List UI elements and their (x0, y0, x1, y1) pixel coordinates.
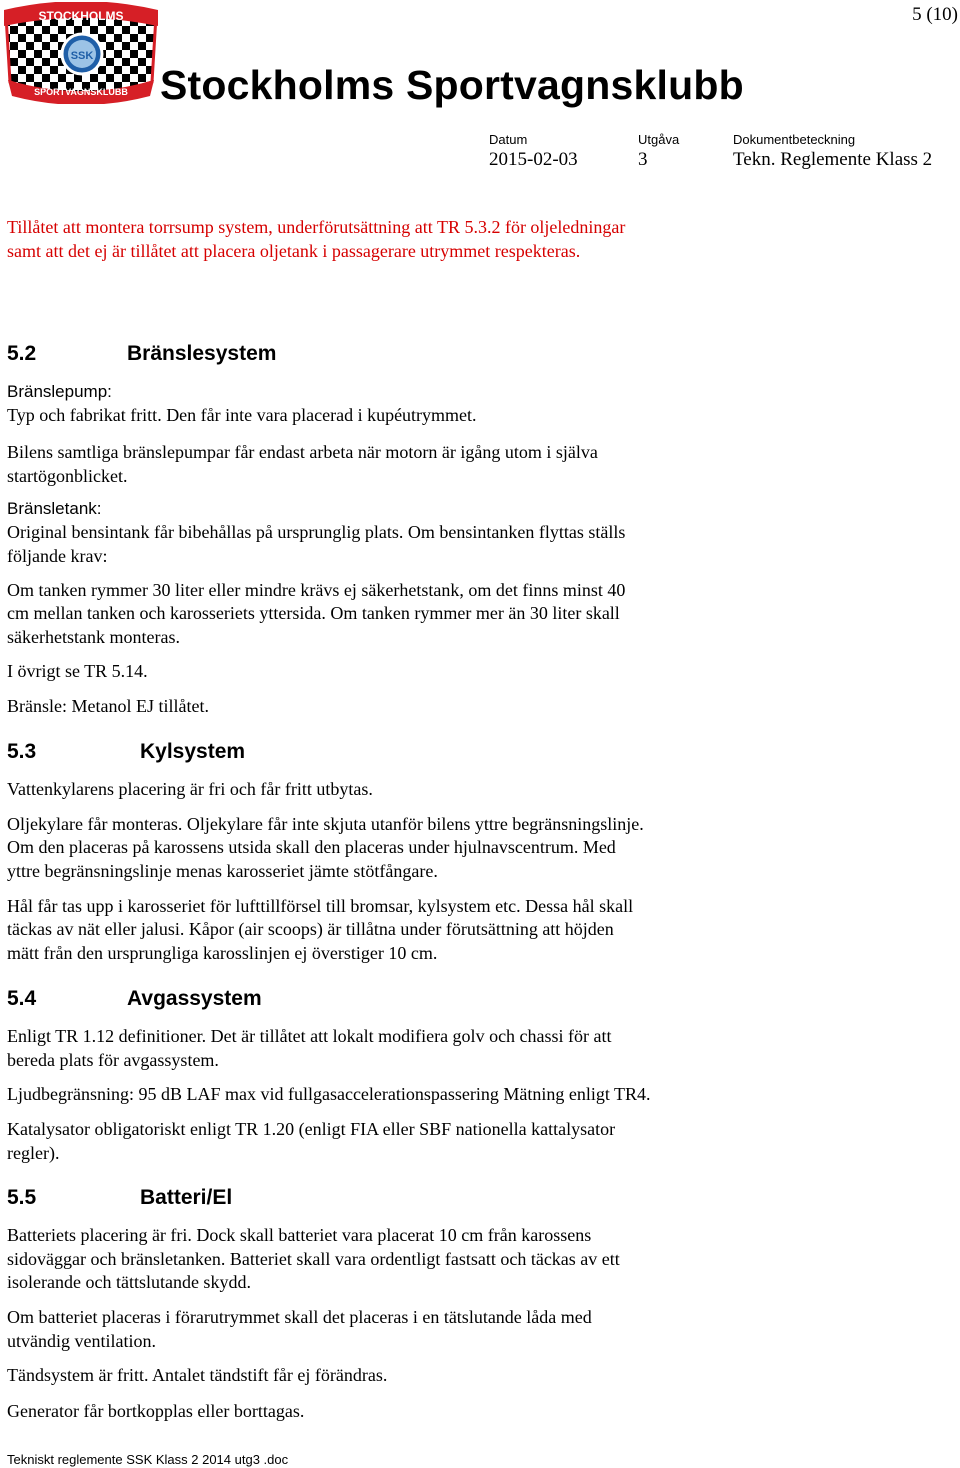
paragraph-line: Bränsle: Metanol EJ tillåtet. (7, 696, 209, 716)
page-number: 5 (10) (912, 4, 958, 25)
paragraph-line: Tändsystem är fritt. Antalet tändstift får ej förändras. (7, 1365, 388, 1385)
paragraph-line: mätt från den ursprungliga karosslinjen ej överstiger 10 cm. (7, 943, 438, 963)
club-logo (2, 2, 160, 104)
svg-text:STOCKHOLMS: STOCKHOLMS (38, 9, 124, 23)
section-title: Kylsystem (140, 740, 246, 763)
footer-filename: Tekniskt reglemente SSK Klass 2 2014 utg3 .doc (7, 1452, 289, 1467)
paragraph-line: Ljudbegränsning: 95 dB LAF max vid fullgasaccelerationspassering Mätning enligt TR4. (7, 1084, 651, 1104)
section-number: 5.2 (7, 342, 37, 365)
paragraph-line: Bilens samtliga bränslepumpar får endast arbeta när motorn är igång utom i själva (7, 442, 598, 462)
paragraph-line: I övrigt se TR 5.14. (7, 661, 148, 681)
edition-label: Utgåva (638, 132, 680, 147)
section-number: 5.5 (7, 1186, 37, 1209)
paragraph-line: Om tanken rymmer 30 liter eller mindre krävs ej säkerhetstank, om det finns minst 40 (7, 580, 626, 600)
section-title: Avgassystem (127, 987, 262, 1010)
section-heading-5-4 (7, 987, 262, 1011)
paragraph-line: regler). (7, 1143, 60, 1163)
svg-text:SSK: SSK (70, 50, 94, 62)
paragraph-line: utvändig ventilation. (7, 1331, 156, 1351)
svg-text:SPORTVAGNSKLUBB: SPORTVAGNSKLUBB (34, 87, 128, 97)
section-title: Bränslesystem (127, 342, 277, 365)
section-heading-5-3 (7, 740, 245, 764)
document-id-value: Tekn. Reglemente Klass 2 (733, 149, 933, 170)
paragraph-line: Typ och fabrikat fritt. Den får inte vara placerad i kupéutrymmet. (7, 405, 477, 425)
date-value: 2015-02-03 (489, 149, 578, 170)
section-number: 5.3 (7, 740, 37, 763)
section-title: Batteri/El (140, 1186, 233, 1209)
paragraph-line: Katalysator obligatoriskt enligt TR 1.20 (enligt FIA eller SBF nationella kattalysator (7, 1119, 616, 1139)
club-logo-graphic (2, 2, 160, 104)
section-number: 5.4 (7, 987, 37, 1010)
page-title: Stockholms Sportvagnsklubb (160, 62, 744, 108)
paragraph-line: följande krav: (7, 546, 108, 566)
document-id-label: Dokumentbeteckning (733, 132, 856, 147)
date-label: Datum (489, 132, 528, 147)
paragraph-line: Batteriets placering är fri. Dock skall batteriet vara placerat 10 cm från karossens (7, 1225, 592, 1245)
intro-line: samt att det ej är tillåtet att placera oljetank i passagerare utrymmet respekteras. (7, 241, 581, 261)
paragraph-line: Om batteriet placeras i förarutrymmet skall det placeras i en tätslutande låda med (7, 1307, 592, 1327)
section-heading-5-2 (7, 342, 276, 366)
paragraph-line: bereda plats för avgassystem. (7, 1050, 219, 1070)
fuel-pump-label: Bränslepump: (7, 382, 112, 401)
paragraph-line: Enligt TR 1.12 definitioner. Det är tillåtet att lokalt modifiera golv och chassi för att (7, 1026, 612, 1046)
paragraph-line: cm mellan tanken och karosseriets yttersida. Om tanken rymmer mer än 30 liter skall (7, 603, 620, 623)
paragraph-line: sidoväggar och bränsletanken. Batteriet skall vara ordentligt fastsatt och täckas av ett (7, 1249, 620, 1269)
paragraph-line: säkerhetstank monteras. (7, 627, 180, 647)
paragraph-line: isolerande och tättslutande skydd. (7, 1272, 251, 1292)
edition-value: 3 (638, 149, 648, 170)
paragraph-line: Hål får tas upp i karosseriet för lufttillförsel till bromsar, kylsystem etc. Dessa hål skall (7, 896, 634, 916)
paragraph-line: Vattenkylarens placering är fri och får fritt utbytas. (7, 779, 373, 799)
paragraph-line: täckas av nät eller jalusi. Kåpor (air scoops) är tillåtna under förutsättning att höjden (7, 919, 614, 939)
paragraph-line: Oljekylare får monteras. Oljekylare får inte skjuta utanför bilens yttre begränsningslinje. (7, 814, 644, 834)
paragraph-line: Om den placeras på karossens utsida skall den placeras under hjulnavscentrum. Med (7, 837, 616, 857)
paragraph-line: yttre begränsningslinje menas karosseriet jämte stötfångare. (7, 861, 438, 881)
intro-line: Tillåtet att montera torrsump system, underförutsättning att TR 5.3.2 för oljeledningar (7, 217, 626, 237)
paragraph-line: Original bensintank får bibehållas på ursprunglig plats. Om bensintanken flyttas ställs (7, 522, 626, 542)
section-heading-5-5 (7, 1186, 232, 1210)
paragraph-line: startögonblicket. (7, 466, 128, 486)
paragraph-line: Generator får bortkopplas eller borttagas. (7, 1401, 305, 1421)
fuel-tank-label: Bränsletank: (7, 499, 102, 518)
